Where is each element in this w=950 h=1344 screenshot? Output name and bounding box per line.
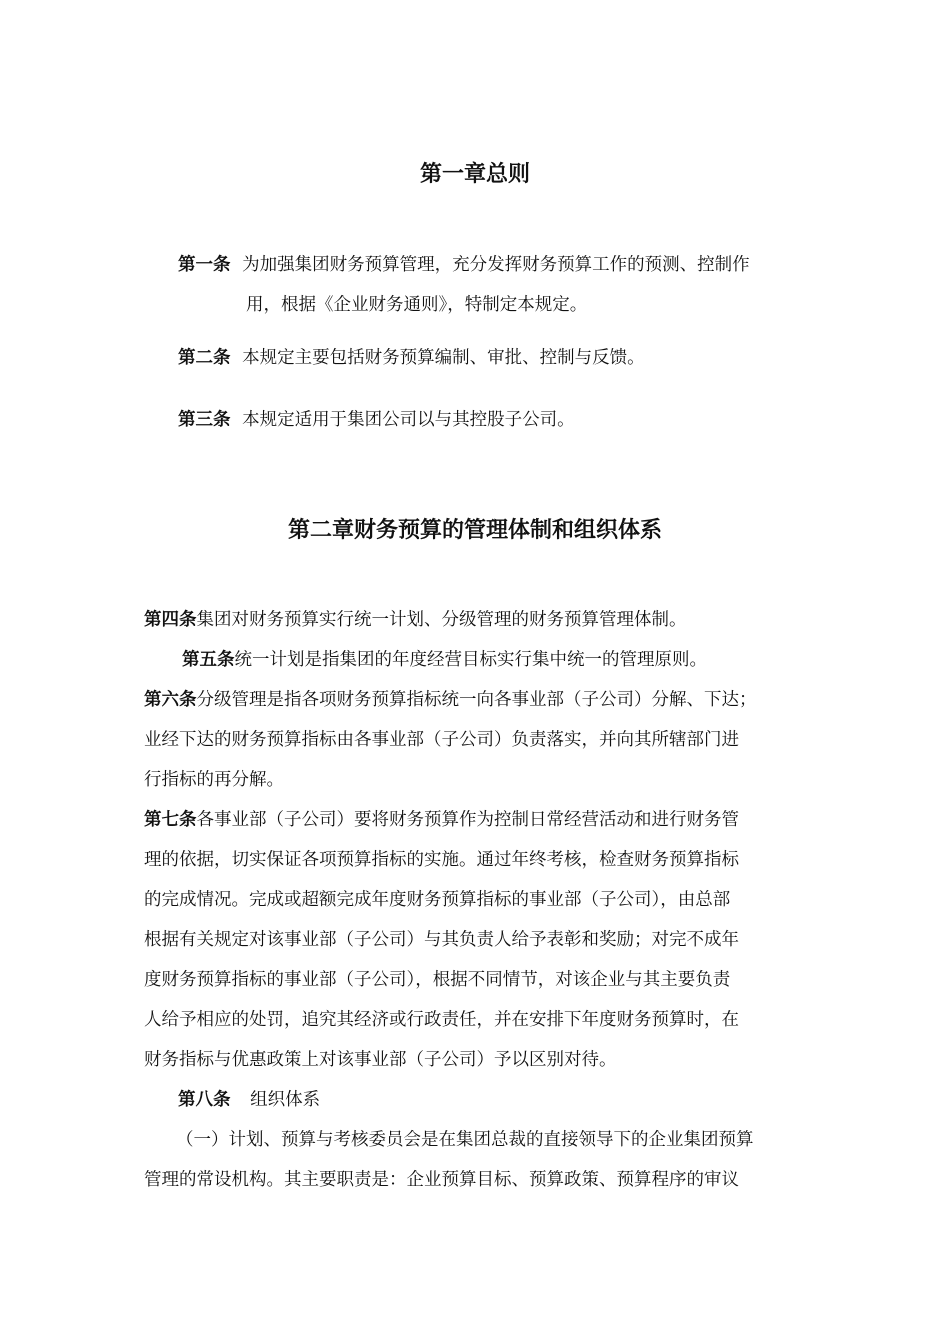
chapter-1-title: 第一章总则 (419, 162, 530, 187)
article-7-line-2: 理的依据，切实保证各项预算指标的实施。通过年终考核，检查财务预算指标 (144, 850, 739, 870)
article-6-label: 第六条 (144, 690, 197, 710)
chapter-2-title: 第二章财务预算的管理体制和组织体系 (287, 518, 662, 543)
article-7-line-6: 人给予相应的处罚，追究其经济或行政责任，并在安排下年度财务预算时，在 (144, 1010, 739, 1030)
article-8-para-1-line-2: 管理的常设机构。其主要职责是：企业预算目标、预算政策、预算程序的审议 (144, 1170, 739, 1190)
article-7-line-7: 财务指标与优惠政策上对该事业部（子公司）予以区别对待。 (144, 1050, 617, 1070)
article-2-text: 本规定主要包括财务预算编制、审批、控制与反馈。 (242, 348, 645, 368)
article-7-line-3: 的完成情况。完成或超额完成年度财务预算指标的事业部（子公司），由总部 (144, 890, 731, 910)
article-4-label: 第四条 (144, 610, 197, 630)
article-3-label: 第三条 (178, 410, 231, 430)
article-7-line-5: 度财务预算指标的事业部（子公司），根据不同情节，对该企业与其主要负责 (144, 970, 731, 990)
article-8 (178, 1087, 320, 1113)
article-6-line-3: 行指标的再分解。 (144, 770, 284, 790)
article-8-para-1-line-1: （一）计划、预算与考核委员会是在集团总裁的直接领导下的企业集团预算 (176, 1130, 754, 1150)
article-6-text: 分级管理是指各项财务预算指标统一向各事业部（子公司）分解、下达； (196, 690, 757, 710)
article-7-line-4: 根据有关规定对该事业部（子公司）与其负责人给予表彰和奖励；对完不成年 (144, 930, 739, 950)
article-7-text: 各事业部（子公司）要将财务预算作为控制日常经营活动和进行财务管 (196, 810, 739, 830)
article-1-line-1 (178, 252, 750, 278)
article-3 (178, 407, 575, 433)
article-5-text: 统一计划是指集团的年度经营目标实行集中统一的管理原则。 (234, 650, 707, 670)
article-1-label: 第一条 (178, 255, 231, 275)
article-2-label: 第二条 (178, 348, 231, 368)
article-3-text: 本规定适用于集团公司以与其控股子公司。 (242, 410, 575, 430)
article-5 (182, 647, 707, 673)
article-1-line-2: 用，根据《企业财务通则》，特制定本规定。 (246, 295, 588, 315)
article-7-line-1 (144, 807, 739, 833)
article-4-text: 集团对财务预算实行统一计划、分级管理的财务预算管理体制。 (196, 610, 687, 630)
article-6-line-1 (144, 687, 757, 713)
article-2 (178, 345, 645, 371)
article-5-label: 第五条 (182, 650, 235, 670)
article-1-text: 为加强集团财务预算管理，充分发挥财务预算工作的预测、控制作 (242, 255, 750, 275)
article-8-label: 第八条 (178, 1090, 231, 1110)
article-8-text: 组织体系 (250, 1090, 321, 1110)
article-6-line-2: 业经下达的财务预算指标由各事业部（子公司）负责落实，并向其所辖部门进 (144, 730, 739, 750)
article-4 (144, 607, 687, 633)
article-7-label: 第七条 (144, 810, 197, 830)
